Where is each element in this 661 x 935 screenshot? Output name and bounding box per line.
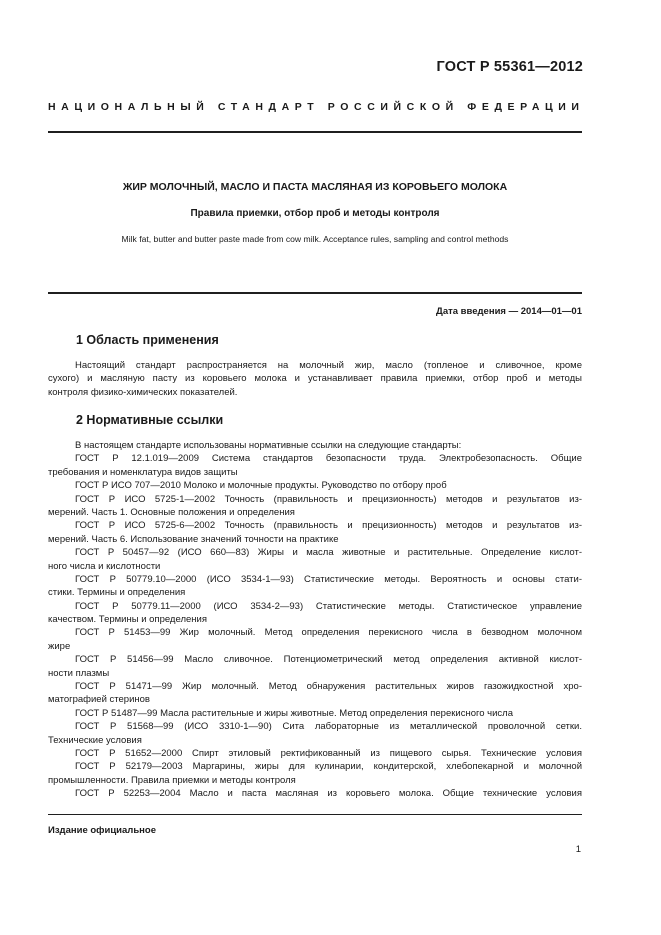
reference-line: ГОСТ Р 51453—99 Жир молочный. Метод определения перекисного числа в безводном молочном bbox=[75, 627, 582, 639]
reference-line: матографией стеринов bbox=[48, 694, 150, 706]
reference-line: стики. Термины и определения bbox=[48, 587, 186, 599]
reference-line: ГОСТ Р ИСО 707—2010 Молоко и молочные продукты. Руководство по отбору проб bbox=[75, 480, 447, 492]
reference-line: ГОСТ Р 12.1.019—2009 Система стандартов безопасности труда. Электробезопасность. Общие bbox=[75, 453, 582, 465]
section-1-heading: 1 Область применения bbox=[76, 333, 219, 347]
reference-line: ГОСТ Р ИСО 5725-6—2002 Точность (правильность и прецизионность) методов и результатов из- bbox=[75, 520, 582, 532]
reference-line: ГОСТ Р 51456—99 Масло сливочное. Потенциометрический метод определения активной кислот- bbox=[75, 654, 582, 666]
reference-line: ГОСТ Р ИСО 5725-1—2002 Точность (правильность и прецизионность) методов и результатов из- bbox=[75, 493, 582, 505]
title-divider bbox=[48, 292, 582, 294]
document-subtitle: Правила приемки, отбор проб и методы контроля bbox=[190, 208, 440, 219]
reference-line: ГОСТ Р 50779.10—2000 (ИСО 3534-1—93) Статистические методы. Вероятность и основы стати- bbox=[75, 573, 582, 585]
reference-line: ГОСТ Р 52179—2003 Маргарины, жиры для кулинарии, кондитерской, хлебопекарной и молочной bbox=[75, 761, 582, 773]
reference-line: ГОСТ Р 51471—99 Жир молочный. Метод обнаружения растительных жиров газожидкостной хро- bbox=[75, 681, 582, 693]
document-id: ГОСТ Р 55361—2012 bbox=[436, 59, 583, 75]
reference-line: жире bbox=[48, 640, 71, 652]
reference-line: ГОСТ Р 51487—99 Масла растительные и жиры животные. Метод определения перекисного числа bbox=[75, 707, 514, 719]
text-line: Настоящий стандарт распространяется на молочный жир, масло (топленое и сливочное, кроме bbox=[75, 360, 582, 371]
reference-line: ГОСТ Р 51568—99 (ИСО 3310-1—90) Сита лабораторные из металлической проволочной сетки. bbox=[75, 721, 582, 733]
reference-line: требования и номенклатура видов защиты bbox=[48, 466, 238, 478]
reference-line: качеством. Термины и определения bbox=[48, 614, 207, 626]
reference-line: ГОСТ Р 50779.11—2000 (ИСО 3534-2—93) Статистические методы. Статистическое управление bbox=[75, 600, 582, 612]
section-2-body bbox=[48, 439, 582, 801]
reference-line: ности плазмы bbox=[48, 667, 110, 679]
reference-line: ГОСТ Р 50457—92 (ИСО 660—83) Жиры и масла животные и растительные. Определение кислот- bbox=[75, 547, 582, 559]
text-line: сухого) и масляную пасту из коровьего молока и устанавливает правила приемки, отбор проб и методы bbox=[48, 373, 582, 385]
reference-line: промышленности. Правила приемки и методы контроля bbox=[48, 774, 296, 786]
section-1-body bbox=[48, 359, 582, 399]
footer-divider bbox=[48, 814, 582, 815]
section-2-heading: 2 Нормативные ссылки bbox=[76, 413, 224, 427]
header-divider bbox=[48, 131, 582, 133]
reference-line: мерений. Часть 6. Использование значений точности на практике bbox=[48, 533, 339, 545]
reference-line: ГОСТ Р 51652—2000 Спирт этиловый ректификованный из пищевого сырья. Технические условия bbox=[75, 747, 582, 759]
reference-line: ного числа и кислотности bbox=[48, 560, 161, 572]
page-number: 1 bbox=[575, 844, 581, 855]
reference-line: ГОСТ Р 52253—2004 Масло и паста масляная из коровьего молока. Общие технические условия bbox=[75, 788, 582, 800]
document-title: ЖИР МОЛОЧНЫЙ, МАСЛО И ПАСТА МАСЛЯНАЯ ИЗ КОРОВЬЕГО МОЛОКА bbox=[122, 181, 508, 193]
text-line: В настоящем стандарте использованы нормативные ссылки на следующие стандарты: bbox=[75, 440, 462, 451]
national-standard-banner: НАЦИОНАЛЬНЫЙ СТАНДАРТ РОССИЙСКОЙ ФЕДЕРАЦИИ bbox=[48, 101, 585, 113]
reference-line: мерений. Часть 1. Основные положения и определения bbox=[48, 506, 295, 518]
text-line: контроля физико-химических показателей. bbox=[48, 386, 238, 398]
english-title: Milk fat, butter and butter paste made from cow milk. Acceptance rules, sampling and control methods bbox=[121, 234, 509, 244]
introduction-date: Дата введения — 2014—01—01 bbox=[436, 306, 582, 317]
reference-line: Технические условия bbox=[48, 734, 142, 746]
official-edition-label: Издание официальное bbox=[48, 825, 156, 836]
